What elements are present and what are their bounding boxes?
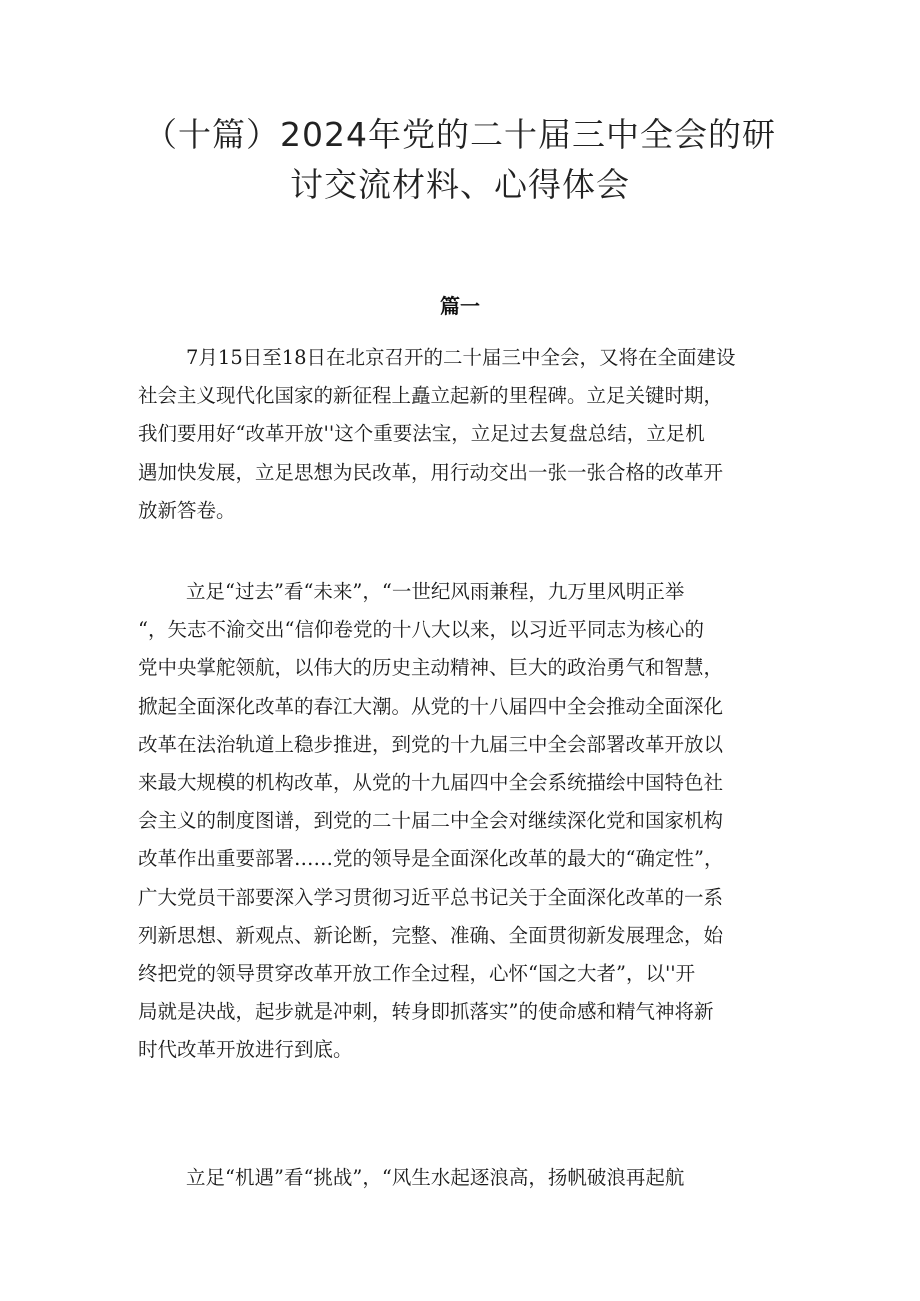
document-title bbox=[110, 110, 810, 210]
paragraph-line: 社会主义现代化国家的新征程上矗立起新的里程碑。立足关键时期， bbox=[138, 384, 724, 408]
paragraph-line: 终把党的领导贯穿改革开放工作全过程，心怀“国之大者”，以''开 bbox=[138, 961, 696, 985]
paragraph-line: 立足“过去”看“未来”，“一世纪风雨兼程，九万里风明正举 bbox=[186, 580, 685, 603]
paragraph-1 bbox=[138, 339, 798, 530]
paragraph-line: 我们要用好“改革开放''这个重要法宝，立足过去复盘总结，立足机 bbox=[138, 422, 705, 446]
paragraph-line: 列新思想、新观点、新论断，完整、准确、全面贯彻新发展理念，始 bbox=[138, 923, 724, 947]
paragraph-3 bbox=[138, 1159, 798, 1197]
paragraph-line: “，矢志不渝交出“信仰卷党的十八大以来，以习近平同志为核心的 bbox=[138, 618, 704, 642]
paragraph-line: 改革在法治轨道上稳步推进，到党的十九届三中全会部署改革开放以 bbox=[138, 732, 724, 756]
title-line-2: 讨交流材料、心得体会 bbox=[290, 165, 630, 204]
paragraph-line: 广大党员干部要深入学习贯彻习近平总书记关于全面深化改革的一系 bbox=[138, 885, 724, 909]
paragraph-line: 局就是决战，起步就是冲刺，转身即抓落实”的使命感和精气神将新 bbox=[138, 1000, 714, 1024]
paragraph-line: 会主义的制度图谱，到党的二十届二中全会对继续深化党和国家机构 bbox=[138, 809, 724, 833]
paragraph-line: 立足“机遇”看“挑战”，“风生水起逐浪高，扬帆破浪再起航 bbox=[186, 1166, 685, 1189]
paragraph-2 bbox=[138, 573, 798, 1069]
paragraph-line: 遇加快发展，立足思想为民改革，用行动交出一张一张合格的改革开 bbox=[138, 460, 724, 484]
paragraph-line: 掀起全面深化改革的春江大潮。从党的十八届四中全会推动全面深化 bbox=[138, 694, 724, 718]
paragraph-line: 改革作出重要部署……党的领导是全面深化改革的最大的“确定性”， bbox=[138, 847, 724, 871]
paragraph-line: 时代改革开放进行到底。 bbox=[138, 1038, 353, 1062]
paragraph-line: 党中央掌舵领航，以伟大的历史主动精神、巨大的政治勇气和智慧， bbox=[138, 656, 724, 680]
paragraph-line: 放新答卷。 bbox=[138, 498, 236, 522]
paragraph-line: 来最大规模的机构改革，从党的十九届四中全会系统描绘中国特色社 bbox=[138, 770, 724, 794]
title-line-1: （十篇）2024年党的二十届三中全会的研 bbox=[144, 115, 776, 154]
section-heading: 篇一 bbox=[440, 294, 480, 318]
paragraph-line: 7月15日至18日在北京召开的二十届三中全会，又将在全面建设 bbox=[186, 346, 736, 369]
